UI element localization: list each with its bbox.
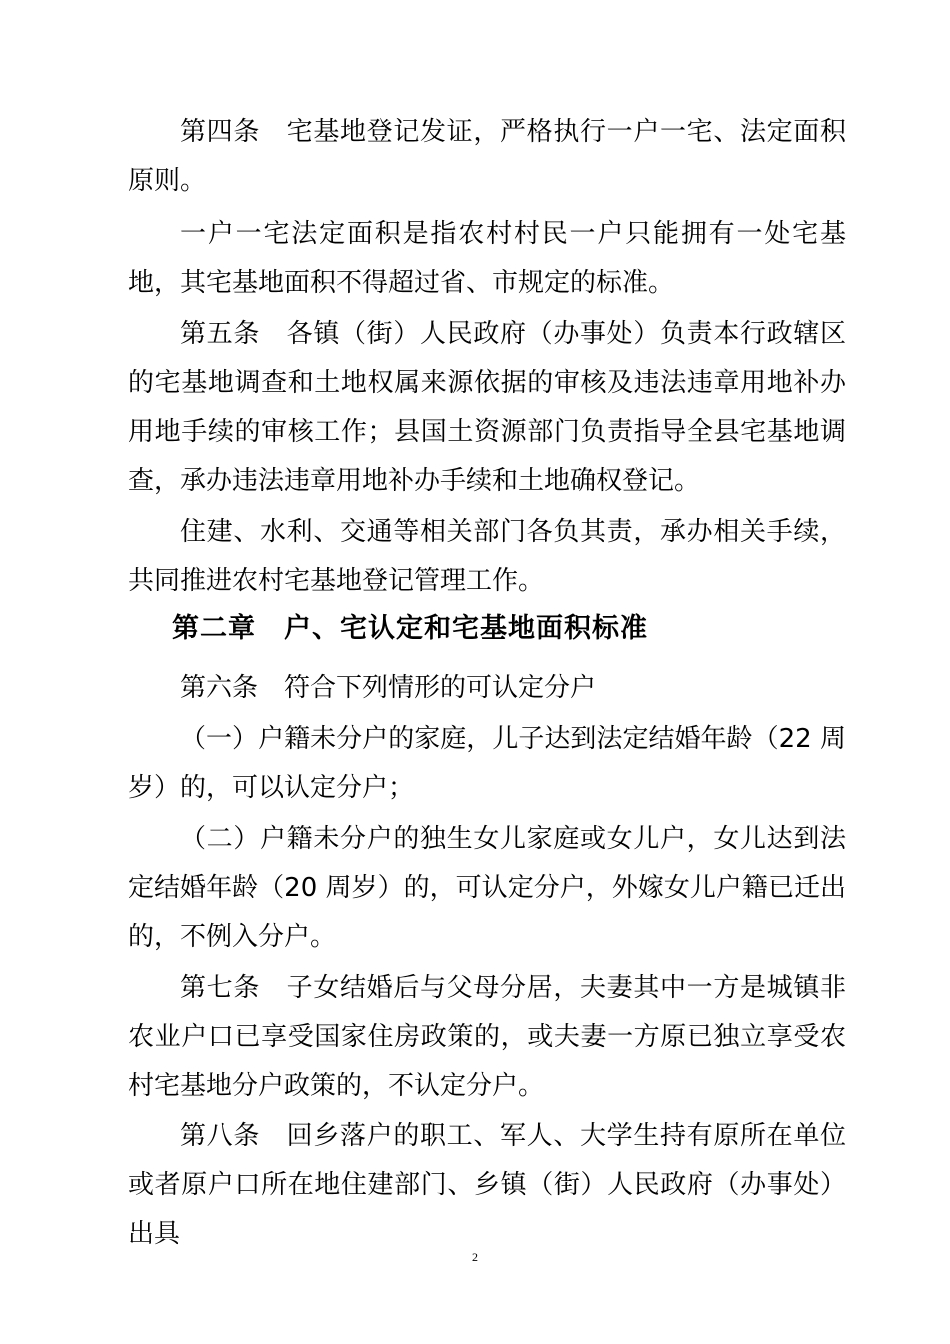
article-5-paragraph: 第五条 各镇（街）人民政府（办事处）负责本行政辖区的宅基地调查和土地权属来源依据的审核及违法违章用地补办用地手续的审核工作；县国土资源部门负责指导全县宅基地调查，承办违法违章用地补办手续和土地确权登记。 xyxy=(128,319,846,496)
article-4-paragraph: 第四条 宅基地登记发证，严格执行一户一宅、法定面积原则。 xyxy=(128,117,846,196)
article-4-definition-paragraph: 一户一宅法定面积是指农村村民一户只能拥有一处宅基地，其宅基地面积不得超过省、市规定的标准。 xyxy=(128,219,846,298)
article-6-item-1: （一）户籍未分户的家庭，儿子达到法定结婚年龄（22 周岁）的，可以认定分户； xyxy=(128,724,846,803)
page-number: 2 xyxy=(472,1250,478,1264)
article-6-item-2: （二）户籍未分户的独生女儿家庭或女儿户，女儿达到法定结婚年龄（20 周岁）的，可认定分户，外嫁女儿户籍已迁出的，不例入分户。 xyxy=(128,824,846,952)
article-8-paragraph: 第八条 回乡落户的职工、军人、大学生持有原所在单位或者原户口所在地住建部门、乡镇（街）人民政府（办事处）出具 xyxy=(128,1121,846,1249)
article-6-paragraph: 第六条 符合下列情形的可认定分户 xyxy=(180,673,597,703)
chapter-heading: 第二章 户、宅认定和宅基地面积标准 xyxy=(172,613,648,644)
article-7-paragraph: 第七条 子女结婚后与父母分居，夫妻其中一方是城镇非农业户口已享受国家住房政策的，或夫妻一方原已独立享受农村宅基地分户政策的，不认定分户。 xyxy=(128,973,846,1101)
article-5-departments-paragraph: 住建、水利、交通等相关部门各负其责，承办相关手续，共同推进农村宅基地登记管理工作。 xyxy=(128,517,846,596)
